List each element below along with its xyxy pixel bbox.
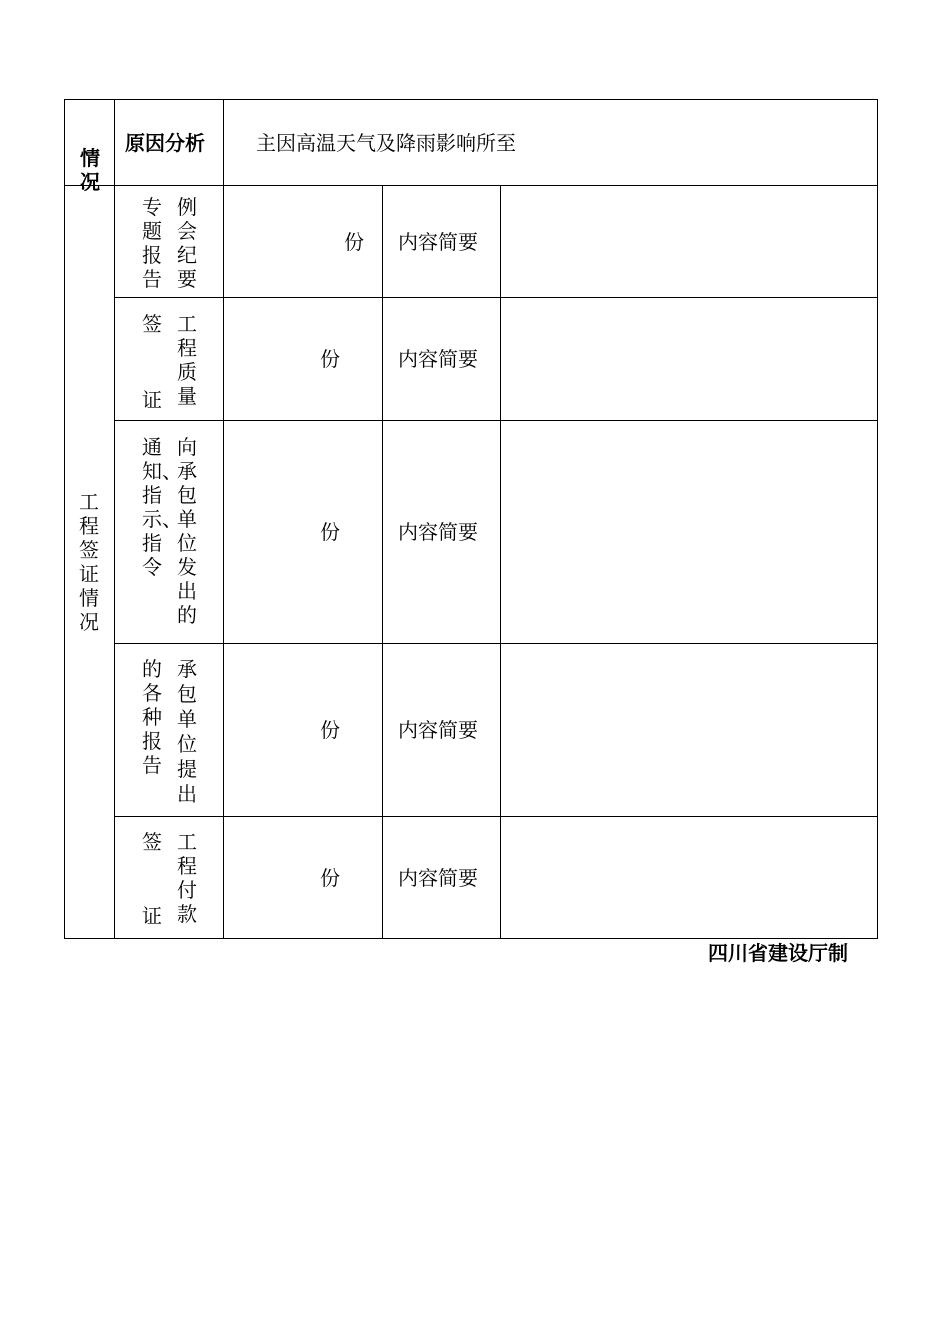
row-2-summary-label: 内容简要 (398, 347, 478, 371)
row-1-summary-value[interactable] (502, 187, 876, 296)
row-2-col1 (142, 312, 162, 412)
row-3-summary-value[interactable] (502, 422, 876, 642)
row-2-count: 份 (320, 347, 340, 371)
row-5-col2: 工程付款 (177, 830, 197, 926)
cause-analysis-label: 原因分析 (125, 131, 205, 155)
row-5-count: 份 (320, 866, 340, 890)
row-4-col2: 承包单位提出 (177, 657, 197, 806)
row-3-col2: 向承包单位发出的 (177, 435, 197, 627)
row-1-summary-label: 内容简要 (398, 230, 478, 254)
row-4-summary-value[interactable] (502, 645, 876, 815)
row-4-col1: 的各种报告 (142, 657, 162, 777)
row-4-count: 份 (320, 718, 340, 742)
row-2-summary-value[interactable] (502, 299, 876, 419)
row-5-summary-value[interactable] (502, 818, 876, 938)
side-label-status (78, 146, 102, 194)
cause-analysis-content: 主因高温天气及降雨影响所至 (256, 131, 516, 155)
row-1-col2: 例会纪要 (177, 195, 197, 291)
row-3-summary-label: 内容简要 (398, 520, 478, 544)
row-1-count: 份 (344, 230, 364, 254)
row-3-col1: 通知、指示、指令 (142, 435, 182, 579)
row-4-summary-label: 内容简要 (398, 718, 478, 742)
side-label-text: 情况 (80, 146, 100, 194)
row-2-col1-text: 签 证 (142, 312, 162, 412)
section-label: 工程签证情况 (79, 490, 99, 634)
issuer-footer: 四川省建设厅制 (708, 941, 848, 965)
row-5-col1-text: 签 证 (142, 830, 162, 928)
row-2-col2: 工程质量 (177, 312, 197, 408)
row-3-count: 份 (320, 520, 340, 544)
row-5-summary-label: 内容简要 (398, 866, 478, 890)
row-5-col1 (142, 830, 162, 928)
row-1-col1: 专题报告 (142, 195, 162, 291)
